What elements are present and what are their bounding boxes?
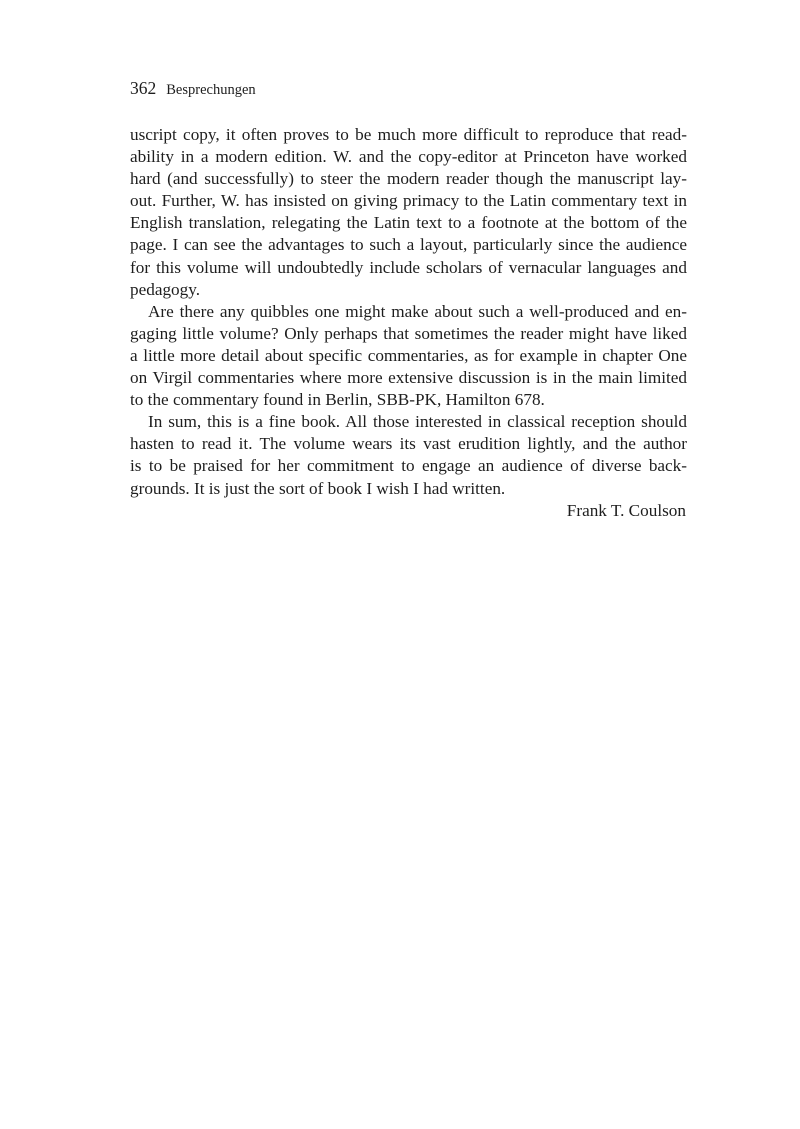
text-line: to the commentary found in Berlin, SBB-PK, Hamilton 678.: [130, 390, 545, 410]
running-title: Besprechungen: [166, 82, 256, 98]
text-line: ability in a modern edition. W. and the copy-editor at Princeton have worked: [130, 147, 687, 167]
text-line: gaging little volume? Only perhaps that sometimes the reader might have liked: [130, 323, 687, 343]
text-line: In sum, this is a fine book. All those interested in classical reception should: [148, 412, 687, 432]
paragraph-2: [130, 301, 687, 411]
paragraph-3: [130, 411, 687, 499]
text-line: a little more detail about specific commentaries, as for example in chapter One: [130, 345, 687, 365]
text-line: is to be praised for her commitment to engage an audience of diverse back-: [130, 456, 687, 476]
text-line: hard (and successfully) to steer the modern reader though the manuscript lay-: [130, 169, 687, 189]
text-line: Are there any quibbles one might make about such a well-produced and en-: [148, 301, 687, 321]
text-line: out. Further, W. has insisted on giving primacy to the Latin commentary text in: [130, 191, 687, 211]
paragraph-1: [130, 124, 687, 301]
review-body: [130, 124, 687, 522]
text-line: uscript copy, it often proves to be much more difficult to reproduce that read-: [130, 125, 687, 144]
text-line: pedagogy.: [130, 279, 200, 299]
text-line: English translation, relegating the Latin text to a footnote at the bottom of the: [130, 213, 687, 233]
text-line: page. I can see the advantages to such a layout, particularly since the audience: [130, 235, 687, 255]
text-line: grounds. It is just the sort of book I wish I had written.: [130, 478, 506, 498]
page-header: [130, 76, 686, 100]
author-signature: Frank T. Coulson: [566, 500, 686, 520]
page-number: 362: [130, 78, 157, 98]
text-line: hasten to read it. The volume wears its vast erudition lightly, and the author: [130, 434, 687, 454]
text-line: for this volume will undoubtedly include scholars of vernacular languages and: [130, 257, 687, 277]
text-line: on Virgil commentaries where more extensive discussion is in the main limited: [130, 368, 687, 388]
